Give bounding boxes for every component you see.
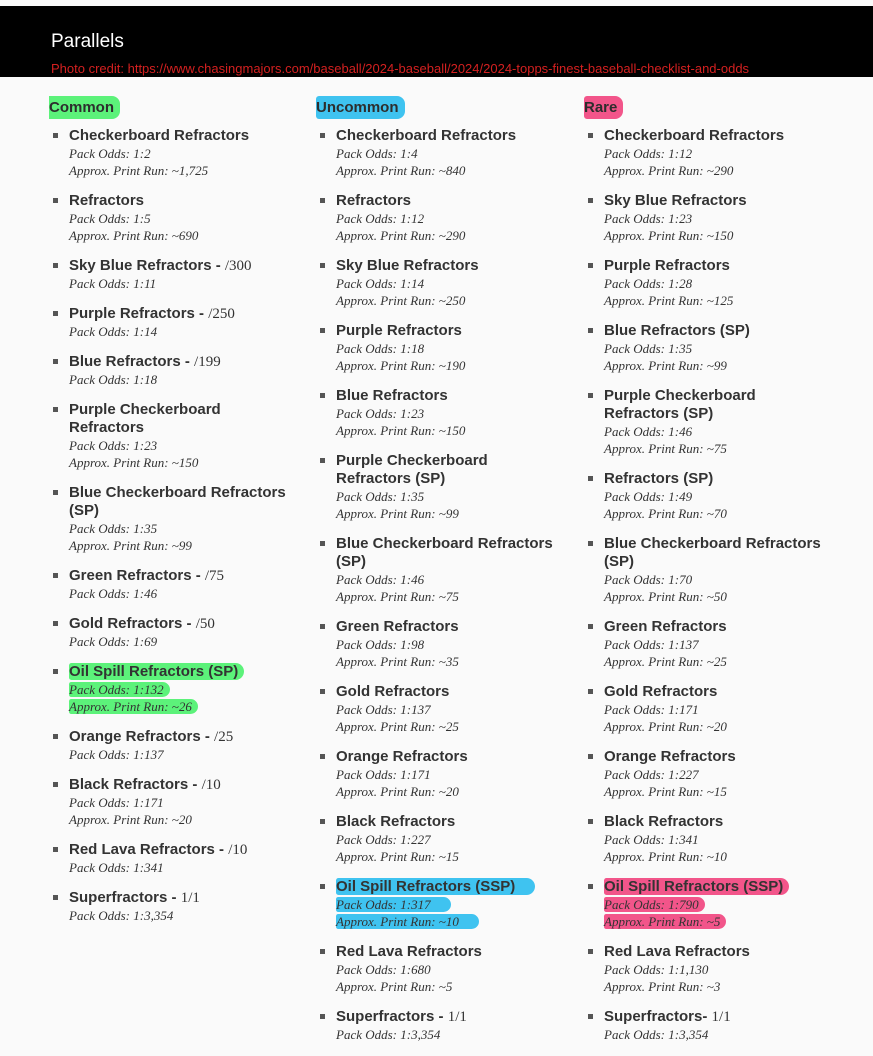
pack-odds [604,488,834,505]
pack-odds-text: Pack Odds: 1:171 [604,702,699,717]
pack-odds [336,275,566,292]
pack-odds-text: Pack Odds: 1:171 [69,795,164,810]
list-item [316,748,566,800]
print-run-text: Approx. Print Run: ~20 [604,719,727,734]
pack-odds [69,859,299,876]
item-name-text: Purple Refractors [604,257,730,274]
pack-odds-text: Pack Odds: 1:137 [69,747,164,762]
list-item [49,353,299,388]
item-name [604,322,834,340]
item-name-text: Blue Checkerboard Refractors (SP) [336,535,553,570]
item-name-text: Black Refractors [604,813,724,830]
print-run [604,292,834,309]
list-item [49,841,299,876]
pack-odds [604,340,834,357]
pack-odds-text: Pack Odds: 1:317 [336,897,451,912]
pack-odds [69,275,299,292]
pack-odds-text: Pack Odds: 1:1,130 [604,962,709,977]
pack-odds-text: Pack Odds: 1:35 [336,489,425,504]
print-run-text: Approx. Print Run: ~290 [604,163,734,178]
pack-odds-text: Pack Odds: 1:341 [604,832,699,847]
print-run [336,292,566,309]
list-item [316,127,566,179]
item-serial: /250 [208,306,235,322]
print-run [604,227,834,244]
print-run-text: Approx. Print Run: ~190 [336,358,466,373]
pack-odds-text: Pack Odds: 1:14 [69,324,158,339]
item-name [336,192,566,210]
pack-odds-text: Pack Odds: 1:137 [604,637,699,652]
print-run-text: Approx. Print Run: ~75 [336,589,459,604]
print-run-text: Approx. Print Run: ~20 [336,784,459,799]
print-run-text: Approx. Print Run: ~150 [604,228,734,243]
print-run-text: Approx. Print Run: ~150 [69,455,199,470]
item-name-text: Orange Refractors - [69,728,215,745]
pack-odds [604,210,834,227]
list-item [316,387,566,439]
pack-odds-text: Pack Odds: 1:69 [69,634,158,649]
item-name [336,257,566,275]
print-run [336,783,566,800]
print-run [336,588,566,605]
print-run-text: Approx. Print Run: ~75 [604,441,727,456]
item-name [336,1008,566,1026]
print-run-text: Approx. Print Run: ~70 [604,506,727,521]
item-name-text: Black Refractors [336,813,456,830]
item-name [69,353,299,371]
list-item [584,322,834,374]
pack-odds [69,794,299,811]
print-run-text: Approx. Print Run: ~35 [336,654,459,669]
pack-odds-text: Pack Odds: 1:137 [336,702,431,717]
item-name-text: Checkerboard Refractors [604,127,785,144]
pack-odds-text: Pack Odds: 1:70 [604,572,693,587]
item-name-text: Red Lava Refractors - [69,841,229,858]
list-item [49,305,299,340]
print-run-text: Approx. Print Run: ~99 [604,358,727,373]
list-item [49,889,299,924]
column-uncommon [316,96,566,1056]
pack-odds [604,1026,834,1043]
pack-odds [69,210,299,227]
print-run [69,227,299,244]
pack-odds-text: Pack Odds: 1:18 [336,341,425,356]
pack-odds-text: Pack Odds: 1:23 [604,211,693,226]
print-run [336,718,566,735]
item-serial: /10 [228,842,248,858]
pack-odds [336,488,566,505]
list-item [584,257,834,309]
pack-odds [604,636,834,653]
list-item [584,1008,834,1043]
item-name [69,889,299,907]
list-item [49,484,299,554]
print-run [69,454,299,471]
item-name [69,615,299,633]
print-run [336,653,566,670]
print-run [604,505,834,522]
item-name [604,535,834,571]
print-run [604,588,834,605]
list-item [316,192,566,244]
pack-odds [604,275,834,292]
pack-odds-text: Pack Odds: 1:171 [336,767,431,782]
item-list [584,127,834,1043]
print-run-text: Approx. Print Run: ~50 [604,589,727,604]
list-item [49,615,299,650]
item-name-text: Refractors (SP) [604,470,714,487]
print-run [604,162,834,179]
print-run [604,440,834,457]
pack-odds [69,907,299,924]
item-name-text: Gold Refractors [336,683,450,700]
item-name [69,728,299,746]
pack-odds [336,831,566,848]
print-run-text: Approx. Print Run: ~840 [336,163,466,178]
list-item [584,943,834,995]
item-name [69,663,299,681]
list-item [584,683,834,735]
list-item [584,535,834,605]
pack-odds [69,585,299,602]
column-rare [584,96,834,1056]
pack-odds-text: Pack Odds: 1:98 [336,637,425,652]
item-serial: 1/1 [180,890,200,906]
item-name [69,484,299,520]
item-list [316,127,566,1043]
pack-odds-text: Pack Odds: 1:12 [604,146,693,161]
print-run [69,698,299,715]
pack-odds-text: Pack Odds: 1:46 [604,424,693,439]
print-run-text: Approx. Print Run: ~1,725 [69,163,209,178]
list-item [584,387,834,457]
print-run [69,162,299,179]
column-heading: Rare [584,96,623,119]
print-run [604,357,834,374]
list-item [49,192,299,244]
print-run-text: Approx. Print Run: ~26 [69,699,198,714]
pack-odds-text: Pack Odds: 1:680 [336,962,431,977]
print-run [336,357,566,374]
item-name-text: Purple Checkerboard Refractors (SP) [604,387,756,422]
pack-odds-text: Pack Odds: 1:227 [604,767,699,782]
print-run [604,848,834,865]
list-item [316,878,566,930]
item-name-text: Green Refractors - [69,567,205,584]
print-run-text: Approx. Print Run: ~290 [336,228,466,243]
pack-odds-text: Pack Odds: 1:23 [336,406,425,421]
item-name [336,127,566,145]
item-name-text: Checkerboard Refractors [336,127,517,144]
item-name-text: Black Refractors - [69,776,202,793]
print-run [336,162,566,179]
pack-odds-text: Pack Odds: 1:12 [336,211,425,226]
print-run-text: Approx. Print Run: ~99 [69,538,192,553]
pack-odds [604,961,834,978]
pack-odds [69,746,299,763]
column-heading: Common [49,96,120,119]
item-name [604,470,834,488]
pack-odds-text: Pack Odds: 1:2 [69,146,151,161]
print-run [336,978,566,995]
print-run [604,783,834,800]
item-name [604,192,834,210]
print-run-text: Approx. Print Run: ~10 [604,849,727,864]
pack-odds-text: Pack Odds: 1:18 [69,372,158,387]
item-name [69,841,299,859]
list-item [584,127,834,179]
print-run-text: Approx. Print Run: ~25 [336,719,459,734]
item-name-text: Oil Spill Refractors (SSP) [336,878,535,895]
pack-odds-text: Pack Odds: 1:46 [69,586,158,601]
list-item [49,776,299,828]
item-name-text: Blue Checkerboard Refractors (SP) [604,535,821,570]
list-item [316,943,566,995]
item-list [49,127,299,924]
pack-odds [336,210,566,227]
item-name-text: Sky Blue Refractors [604,192,747,209]
item-name-text: Refractors [336,192,412,209]
print-run [336,422,566,439]
pack-odds [336,636,566,653]
item-serial: /75 [204,568,225,584]
item-name [604,127,834,145]
item-name-text: Red Lava Refractors [336,943,482,960]
list-item [316,1008,566,1043]
list-item [316,618,566,670]
item-name-text: Superfractors - [336,1008,448,1025]
item-name [336,813,566,831]
print-run [336,505,566,522]
pack-odds [336,340,566,357]
item-name [604,878,834,896]
item-name [69,192,299,210]
item-name-text: Purple Refractors - [69,305,209,322]
column-heading: Uncommon [316,96,405,119]
pack-odds-text: Pack Odds: 1:5 [69,211,151,226]
print-run-text: Approx. Print Run: ~150 [336,423,466,438]
item-name-text: Sky Blue Refractors [336,257,479,274]
item-serial: /300 [224,258,252,274]
list-item [49,663,299,715]
print-run-text: Approx. Print Run: ~20 [69,812,192,827]
photo-credit: Photo credit: https://www.chasingmajors.com/baseball/2024-baseball/2024/2024-topps-finest-baseball-checklist-and-odds [51,61,750,76]
pack-odds-text: Pack Odds: 1:23 [69,438,158,453]
pack-odds [604,896,834,913]
pack-odds-text: Pack Odds: 1:4 [336,146,418,161]
item-name-text: Superfractors - [69,889,181,906]
pack-odds-text: Pack Odds: 1:227 [336,832,431,847]
print-run-text: Approx. Print Run: ~99 [336,506,459,521]
pack-odds-text: Pack Odds: 1:790 [604,897,705,912]
item-name-text: Oil Spill Refractors (SSP) [604,878,789,895]
item-serial: 1/1 [447,1009,467,1025]
pack-odds [69,323,299,340]
list-item [316,452,566,522]
pack-odds [336,896,566,913]
item-name [69,776,299,794]
print-run [604,913,834,930]
item-name-text: Purple Refractors [336,322,462,339]
item-name-text: Blue Refractors [336,387,448,404]
pack-odds-text: Pack Odds: 1:3,354 [336,1027,441,1042]
item-name-text: Checkerboard Refractors [69,127,250,144]
item-name [604,748,834,766]
item-serial: /10 [201,777,221,793]
pack-odds-text: Pack Odds: 1:35 [604,341,693,356]
item-name [604,618,834,636]
print-run [336,848,566,865]
item-name [69,127,299,145]
print-run-text: Approx. Print Run: ~5 [336,979,453,994]
list-item [584,813,834,865]
list-item [316,535,566,605]
list-item [316,683,566,735]
item-name-text: Blue Refractors (SP) [604,322,750,339]
item-name-text: Sky Blue Refractors - [69,257,225,274]
print-run [69,811,299,828]
pack-odds [69,520,299,537]
item-name [336,618,566,636]
item-name [604,257,834,275]
item-name-text: Superfractors- [604,1008,712,1025]
pack-odds-text: Pack Odds: 1:14 [336,276,425,291]
item-name-text: Orange Refractors [604,748,736,765]
list-item [49,567,299,602]
item-name [336,878,566,896]
pack-odds-text: Pack Odds: 1:28 [604,276,693,291]
item-name [69,257,299,275]
item-name [336,452,566,488]
page-title: Parallels [51,31,124,52]
print-run-text: Approx. Print Run: ~15 [336,849,459,864]
item-name [336,748,566,766]
item-serial: /199 [194,354,221,370]
item-name-text: Red Lava Refractors [604,943,750,960]
print-run-text: Approx. Print Run: ~5 [604,914,726,929]
pack-odds [69,145,299,162]
print-run-text: Approx. Print Run: ~10 [336,914,479,929]
print-run-text: Approx. Print Run: ~125 [604,293,734,308]
item-name [604,813,834,831]
print-run [69,537,299,554]
pack-odds-text: Pack Odds: 1:46 [336,572,425,587]
print-run-text: Approx. Print Run: ~15 [604,784,727,799]
pack-odds [336,701,566,718]
pack-odds-text: Pack Odds: 1:132 [69,682,170,697]
item-name-text: Oil Spill Refractors (SP) [69,663,244,680]
pack-odds [69,633,299,650]
list-item [316,322,566,374]
pack-odds [604,423,834,440]
item-name-text: Blue Checkerboard Refractors (SP) [69,484,286,519]
print-run-text: Approx. Print Run: ~25 [604,654,727,669]
item-name [604,683,834,701]
list-item [584,878,834,930]
pack-odds [604,831,834,848]
print-run [336,913,566,930]
pack-odds [336,961,566,978]
item-name-text: Orange Refractors [336,748,468,765]
pack-odds [69,437,299,454]
print-run [604,718,834,735]
item-name [69,305,299,323]
item-name [336,535,566,571]
list-item [49,728,299,763]
pack-odds-text: Pack Odds: 1:35 [69,521,158,536]
item-name [336,943,566,961]
item-name [336,683,566,701]
print-run [336,227,566,244]
item-name [604,943,834,961]
pack-odds [604,766,834,783]
print-run-text: Approx. Print Run: ~3 [604,979,721,994]
item-serial: 1/1 [711,1009,731,1025]
item-name-text: Gold Refractors [604,683,718,700]
list-item [584,470,834,522]
item-name [604,387,834,423]
print-run-text: Approx. Print Run: ~250 [336,293,466,308]
item-serial: /25 [214,729,234,745]
pack-odds-text: Pack Odds: 1:49 [604,489,693,504]
pack-odds [336,1026,566,1043]
list-item [316,257,566,309]
pack-odds [69,371,299,388]
pack-odds-text: Pack Odds: 1:11 [69,276,157,291]
pack-odds [604,701,834,718]
item-serial: /50 [195,616,215,632]
list-item [316,813,566,865]
item-name [604,1008,834,1026]
item-name [336,322,566,340]
column-common [49,96,299,937]
header-bar [0,6,873,77]
list-item [584,618,834,670]
item-name-text: Refractors [69,192,145,209]
pack-odds [336,571,566,588]
item-name-text: Green Refractors [336,618,459,635]
item-name-text: Purple Checkerboard Refractors (SP) [336,452,488,487]
pack-odds-text: Pack Odds: 1:341 [69,860,164,875]
list-item [584,192,834,244]
list-item [49,257,299,292]
list-item [584,748,834,800]
print-run [604,978,834,995]
pack-odds [336,766,566,783]
pack-odds [69,681,299,698]
print-run [604,653,834,670]
pack-odds-text: Pack Odds: 1:3,354 [604,1027,709,1042]
list-item [49,127,299,179]
pack-odds-text: Pack Odds: 1:3,354 [69,908,174,923]
pack-odds [604,145,834,162]
item-name-text: Gold Refractors - [69,615,196,632]
pack-odds [604,571,834,588]
pack-odds [336,405,566,422]
item-name-text: Purple Checkerboard Refractors [69,401,221,436]
item-name-text: Blue Refractors - [69,353,195,370]
list-item [49,401,299,471]
item-name-text: Green Refractors [604,618,727,635]
pack-odds [336,145,566,162]
print-run-text: Approx. Print Run: ~690 [69,228,199,243]
item-name [69,401,299,437]
item-name [69,567,299,585]
item-name [336,387,566,405]
